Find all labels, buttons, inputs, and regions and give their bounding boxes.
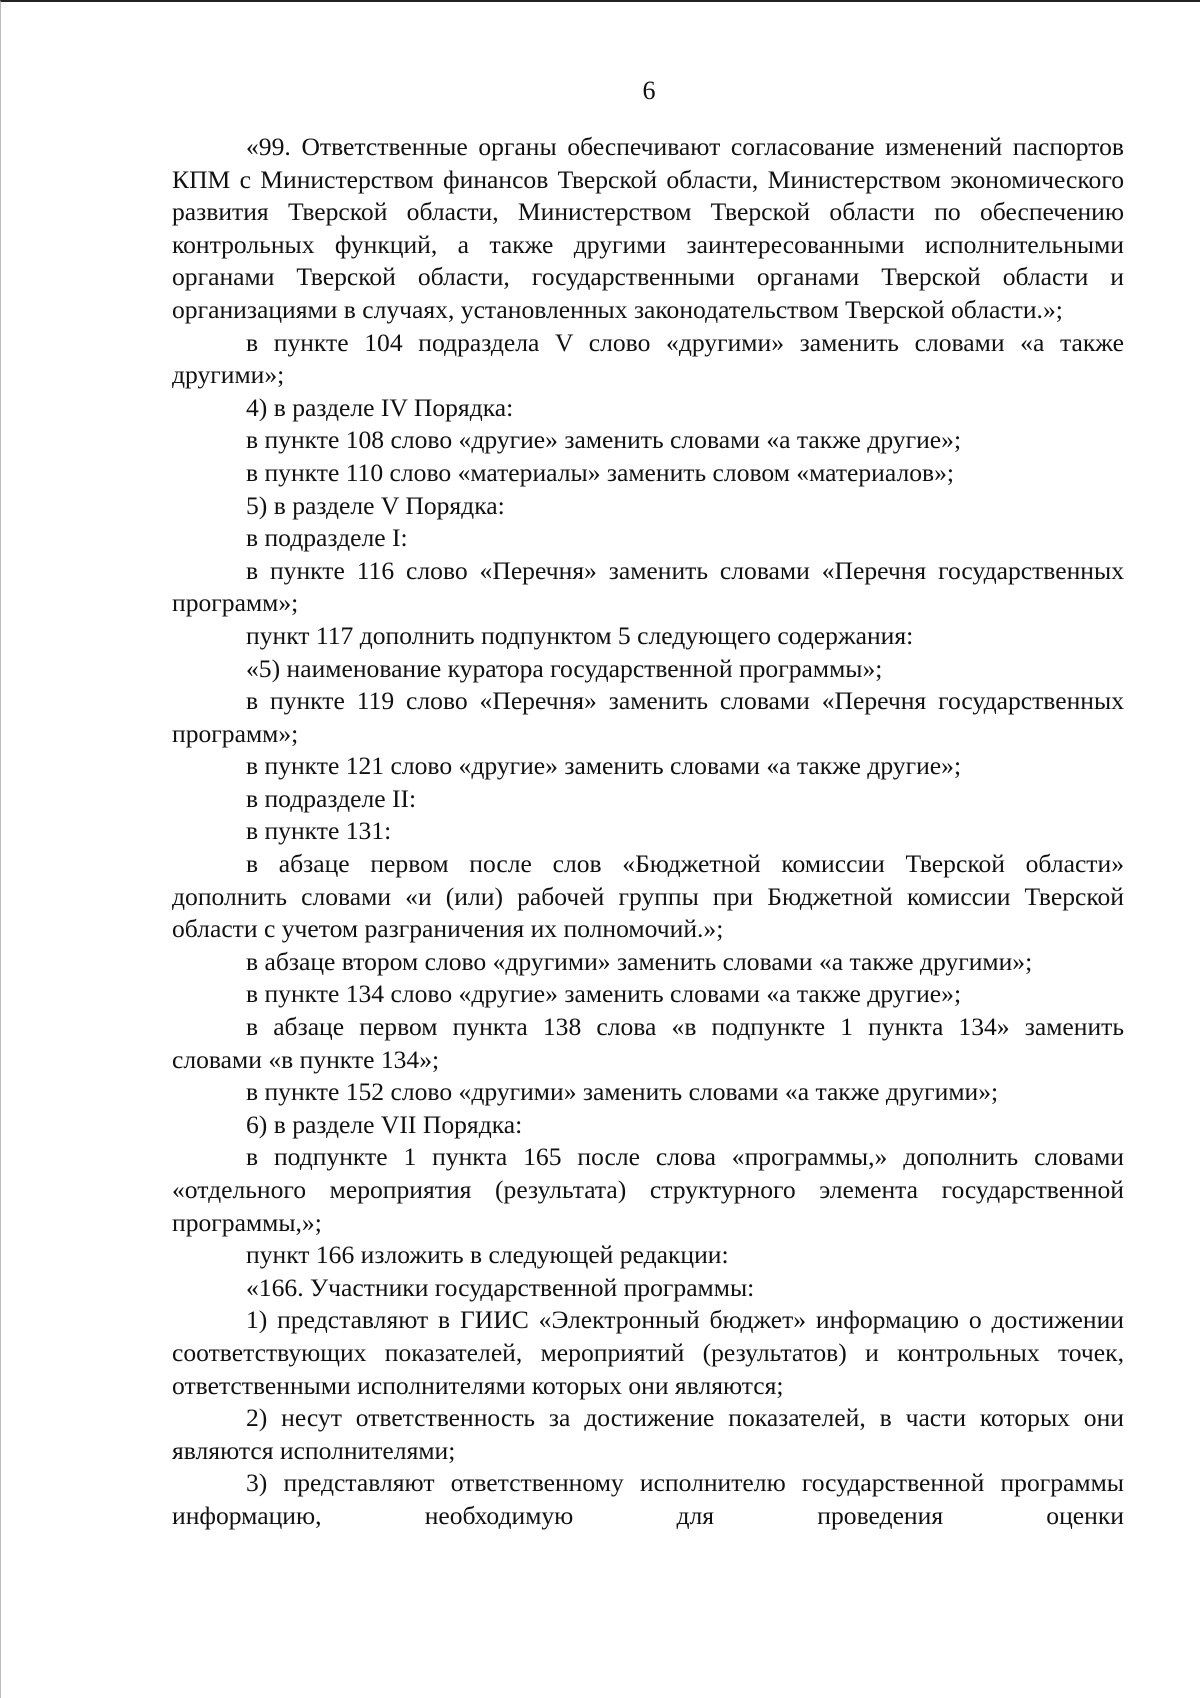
- paragraph-item-131-abz1: в абзаце первом после слов «Бюджетной комиссии Тверской области» дополнить словами «и (или) рабочей группы при Бюджетной комиссии Тверской области с учетом разграничения их полномочий.»;: [172, 849, 1124, 944]
- paragraph-item-131: в пункте 131:: [246, 816, 392, 846]
- paragraph-subsection-2: в подразделе II:: [246, 783, 417, 813]
- paragraph-item-121: в пункте 121 слово «другие» заменить словами «а также другие»;: [246, 751, 962, 781]
- paragraph-section-4: 4) в разделе IV Порядка:: [246, 392, 514, 422]
- paragraph-item-119: в пункте 119 слово «Перечня» заменить словами «Перечня государственных программ»;: [172, 686, 1124, 748]
- paragraph-item-110: в пункте 110 слово «материалы» заменить словом «материалов»;: [246, 457, 955, 487]
- paragraph-item-138: в абзаце первом пункта 138 слова «в подпункте 1 пункта 134» заменить словами «в пункте 134»;: [172, 1012, 1124, 1074]
- page-number: 6: [642, 76, 656, 105]
- paragraph-item-166-sub2: 2) несут ответственность за достижение показателей, в части которых они являются исполнителями;: [172, 1403, 1124, 1465]
- paragraph-item-166-sub3: 3) представляют ответственному исполнителю государственной программы информацию, необходимую для проведения оценки: [172, 1468, 1124, 1530]
- paragraph-item-108: в пункте 108 слово «другие» заменить словами «а также другие»;: [246, 425, 962, 455]
- paragraph-item-152: в пункте 152 слово «другими» заменить словами «а также другими»;: [246, 1077, 999, 1107]
- paragraph-section-7: 6) в разделе VII Порядка:: [246, 1109, 523, 1139]
- document-body: [172, 131, 1124, 1533]
- paragraph-item-131-abz2: в абзаце втором слово «другими» заменить словами «а также другими»;: [246, 946, 1033, 976]
- paragraph-item-166: пункт 166 изложить в следующей редакции:: [246, 1240, 729, 1270]
- paragraph-section-5: 5) в разделе V Порядка:: [246, 490, 505, 520]
- paragraph-subsection-1: в подразделе I:: [246, 523, 408, 553]
- paragraph-item-116: в пункте 116 слово «Перечня» заменить словами «Перечня государственных программ»;: [172, 555, 1124, 618]
- paragraph-item-134: в пункте 134 слово «другие» заменить словами «а также другие»;: [246, 979, 962, 1009]
- paragraph-item-117-sub5: «5) наименование куратора государственной программы»;: [246, 653, 883, 683]
- paragraph-item-165: в подпункте 1 пункта 165 после слова «программы,» дополнить словами «отдельного мероприятия (результата) структурного элемента государственной программы,»;: [172, 1142, 1124, 1237]
- paragraph-item-166-heading: «166. Участники государственной программы:: [246, 1272, 755, 1302]
- paragraph-item-117: пункт 117 дополнить подпунктом 5 следующего содержания:: [246, 620, 914, 650]
- paragraph-item-104: в пункте 104 подраздела V слово «другими» заменить словами «а также другими»;: [172, 327, 1124, 390]
- paragraph-item-166-sub1: 1) представляют в ГИИС «Электронный бюджет» информацию о достижении соответствующих показателей, мероприятий (результатов) и контрольных точек, ответственными исполнителями которых они являются;: [172, 1305, 1124, 1400]
- paragraph-99: «99. Ответственные органы обеспечивают согласование изменений паспортов КПМ с Министерством финансов Тверской области, Министерством экономического развития Тверской области, Министерством Тверской области по обеспечению контрольных функций, а также другими заинтересованными исполнительными органами Тверской области, государственными органами Тверской области и организациями в случаях, установленных законодательством Тверской области.»;: [172, 132, 1124, 324]
